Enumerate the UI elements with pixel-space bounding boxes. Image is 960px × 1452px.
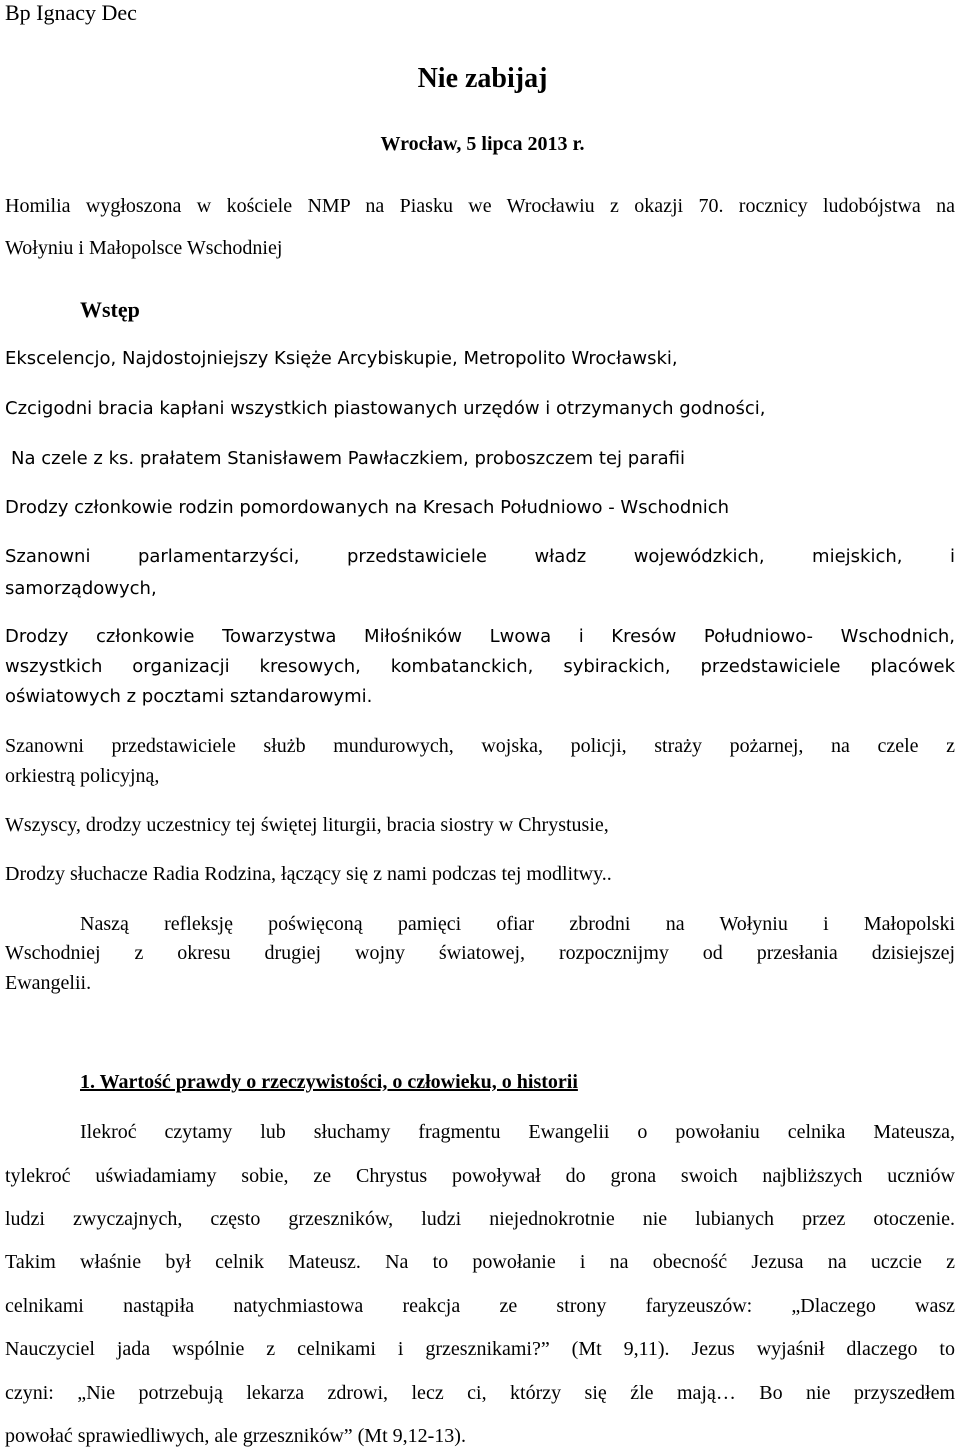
greeting-line: Drodzy członkowie Towarzystwa Miłośników Lwowa i Kresów Południowo- Wschodnich, <box>5 626 955 647</box>
greeting-line: Ekscelencjo, Najdostojniejszy Księże Arcybiskupie, Metropolito Wrocławski, <box>5 348 678 369</box>
date-place: Wrocław, 5 lipca 2013 r. <box>380 133 585 155</box>
section-heading-wstep: Wstęp <box>80 297 140 322</box>
greeting-line: samorządowych, <box>5 578 157 599</box>
greeting-line: Drodzy słuchacze Radia Rodzina, łączący się z nami podczas tej modlitwy.. <box>5 863 612 885</box>
section-heading-1: 1. Wartość prawdy o rzeczywistości, o człowieku, o historii <box>80 1071 578 1093</box>
body-line: ludzi zwyczajnych, często grzeszników, ludzi niejednokrotnie nie lubianych przez otoczenie. <box>5 1208 955 1230</box>
greeting-line: Czcigodni bracia kapłani wszystkich piastowanych urzędów i otrzymanych godności, <box>5 398 766 419</box>
reflection-line: Ewangelii. <box>5 972 92 994</box>
greeting-line: Na czele z ks. prałatem Stanisławem Pawłaczkiem, proboszczem tej parafii <box>11 448 685 469</box>
body-line: Nauczyciel jada wspólnie z celnikami i grzesznikami?” (Mt 9,11). Jezus wyjaśnił dlaczego to <box>5 1338 955 1360</box>
body-line: celnikami nastąpiła natychmiastowa reakcja ze strony faryzeuszów: „Dlaczego wasz <box>5 1295 955 1317</box>
body-line: czyni: „Nie potrzebują lekarza zdrowi, lecz ci, którzy się źle mają… Bo nie przyszedłem <box>5 1382 955 1404</box>
body-line: powołać sprawiedliwych, ale grzeszników” (Mt 9,12-13). <box>5 1425 466 1447</box>
greeting-line: wszystkich organizacji kresowych, kombatanckich, sybirackich, przedstawiciele placówek <box>5 656 955 677</box>
body-line: tylekroć uświadamiamy sobie, ze Chrystus powoływał do grona swoich najbliższych uczniów <box>5 1165 955 1187</box>
body-line: Takim właśnie był celnik Mateusz. Na to powołanie i na obecność Jezusa na uczcie z <box>5 1251 955 1273</box>
reflection-line: Wschodniej z okresu drugiej wojny światowej, rozpocznijmy od przesłania dzisiejszej <box>5 942 955 964</box>
greeting-line: orkiestrą policyjną, <box>5 765 160 787</box>
intro-line: Wołyniu i Małopolsce Wschodniej <box>5 237 283 259</box>
greeting-line: Szanowni parlamentarzyści, przedstawiciele władz wojewódzkich, miejskich, i <box>5 546 955 567</box>
document-title: Nie zabijaj <box>417 63 548 94</box>
greeting-line: Drodzy członkowie rodzin pomordowanych na Kresach Południowo - Wschodnich <box>5 497 730 518</box>
intro-line: Homilia wygłoszona w kościele NMP na Piasku we Wrocławiu z okazji 70. rocznicy ludobójstwa na <box>5 195 955 217</box>
greeting-line: oświatowych z pocztami sztandarowymi. <box>5 686 373 707</box>
author-line: Bp Ignacy Dec <box>5 0 137 25</box>
body-line: Ilekroć czytamy lub słuchamy fragmentu Ewangelii o powołaniu celnika Mateusza, <box>80 1121 955 1143</box>
greeting-line: Wszyscy, drodzy uczestnicy tej świętej liturgii, bracia siostry w Chrystusie, <box>5 814 609 836</box>
reflection-line: Naszą refleksję poświęconą pamięci ofiar zbrodni na Wołyniu i Małopolski <box>80 913 955 935</box>
greeting-line: Szanowni przedstawiciele służb mundurowych, wojska, policji, straży pożarnej, na czele z <box>5 735 955 757</box>
